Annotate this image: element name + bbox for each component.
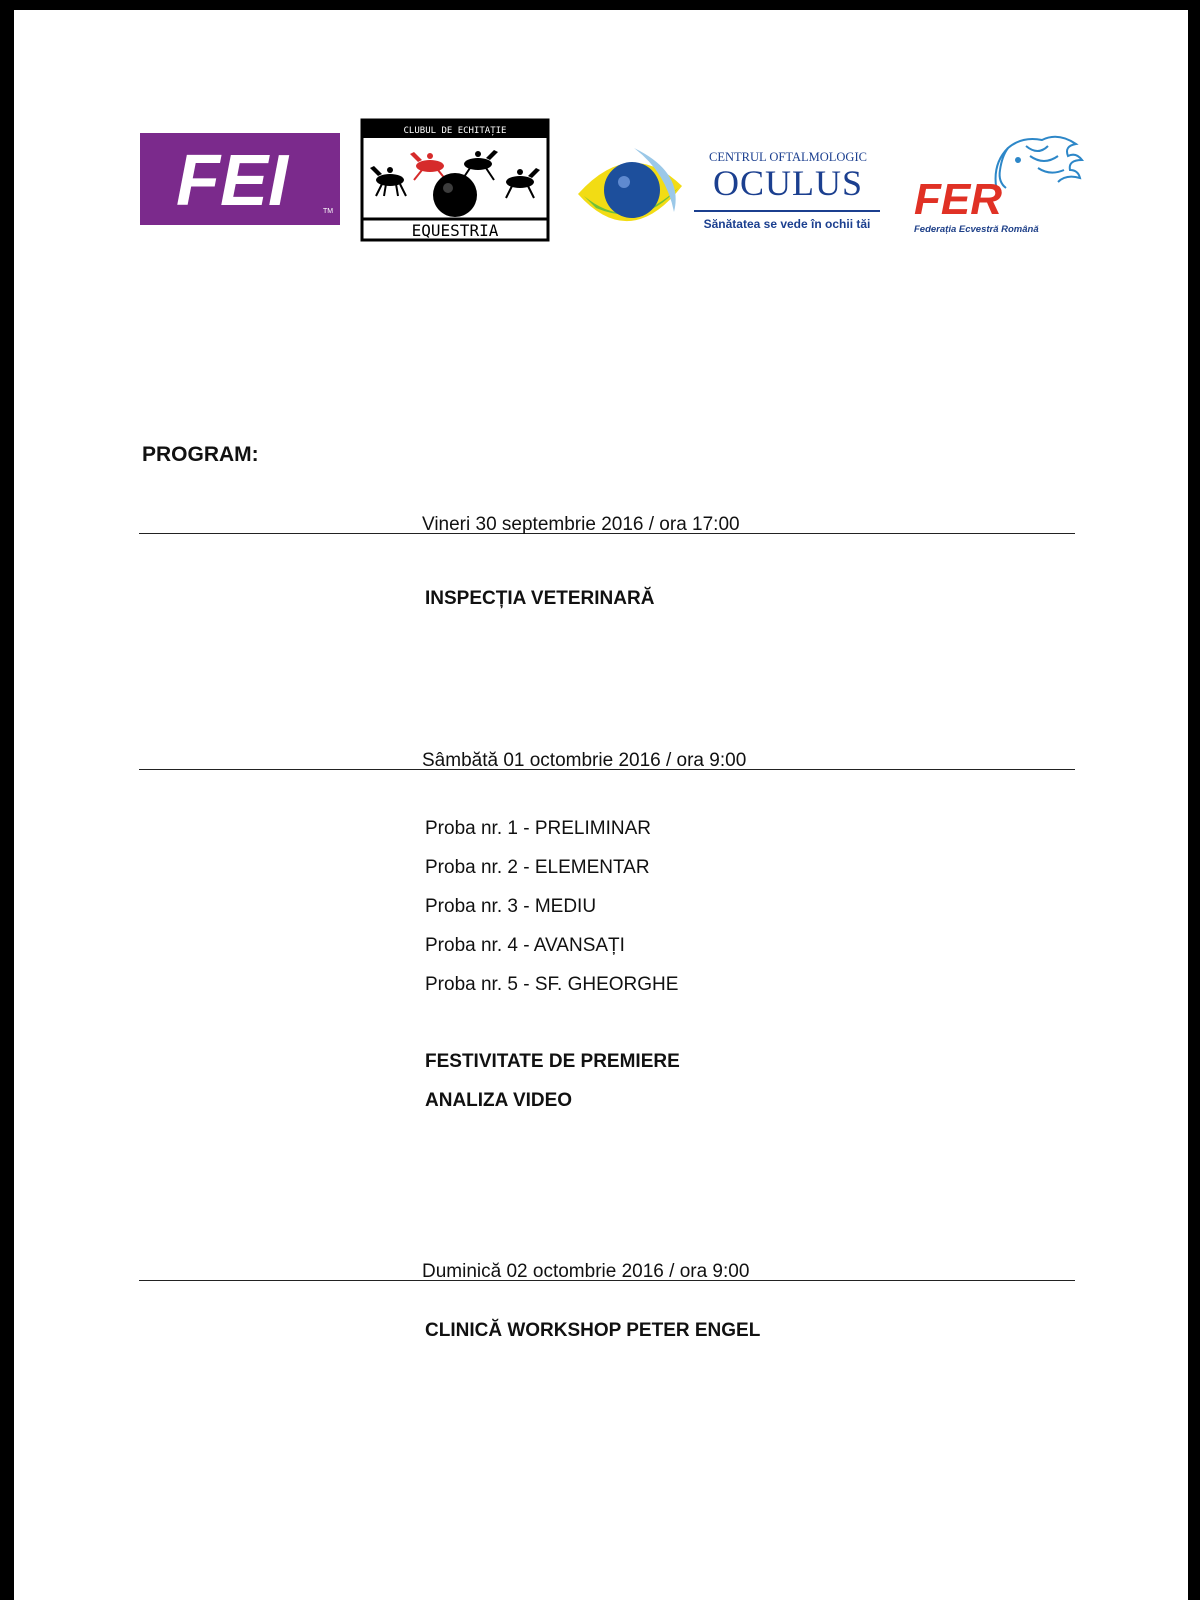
oculus-line2: OCULUS xyxy=(712,163,864,203)
schedule-item: FESTIVITATE DE PREMIERE xyxy=(425,1051,680,1072)
schedule-item: Proba nr. 4 - AVANSAȚI xyxy=(425,935,625,956)
day-header-text: Duminică 02 octombrie 2016 / ora 9:00 xyxy=(422,1261,750,1282)
fei-tm-mark: TM xyxy=(323,208,334,215)
day-header-sunday xyxy=(139,1254,1075,1281)
horse-head-icon xyxy=(996,137,1082,196)
oculus-line1: CENTRUL OFTALMOLOGIC xyxy=(709,150,867,164)
oculus-tagline: Sănătatea se vede în ochii tăi xyxy=(703,217,871,231)
day-header-text: Sâmbătă 01 octombrie 2016 / ora 9:00 xyxy=(422,750,747,771)
fei-logo-text: FEI xyxy=(175,141,289,221)
oculus-eye-logo xyxy=(574,142,686,242)
fer-letters: FER xyxy=(914,175,1002,224)
day-header-text: Vineri 30 septembrie 2016 / ora 17:00 xyxy=(422,514,740,535)
ball-icon xyxy=(433,173,477,217)
document-page xyxy=(14,10,1188,1600)
schedule-item: Proba nr. 5 - SF. GHEORGHE xyxy=(425,974,679,995)
eye-icon xyxy=(574,142,686,242)
equestria-bottom-text: EQUESTRIA xyxy=(411,221,499,240)
schedule-item: ANALIZA VIDEO xyxy=(425,1090,573,1111)
equestria-top-text: CLUBUL DE ECHITAȚIE xyxy=(403,126,507,136)
day-header-friday xyxy=(139,507,1075,534)
schedule-item: Proba nr. 1 - PRELIMINAR xyxy=(425,818,651,839)
schedule-item: CLINICĂ WORKSHOP PETER ENGEL xyxy=(425,1320,761,1341)
fei-logo xyxy=(140,133,340,225)
schedule-item: INSPECȚIA VETERINARĂ xyxy=(425,588,655,609)
program-title: PROGRAM: xyxy=(142,443,259,466)
equestria-logo xyxy=(360,118,550,242)
day-header-saturday xyxy=(139,743,1075,770)
schedule-item: Proba nr. 2 - ELEMENTAR xyxy=(425,857,650,878)
fer-logo xyxy=(898,126,1088,238)
oculus-divider xyxy=(694,210,880,212)
schedule-item: Proba nr. 3 - MEDIU xyxy=(425,896,597,917)
fer-subtitle: Federația Ecvestră Română xyxy=(914,224,1039,235)
